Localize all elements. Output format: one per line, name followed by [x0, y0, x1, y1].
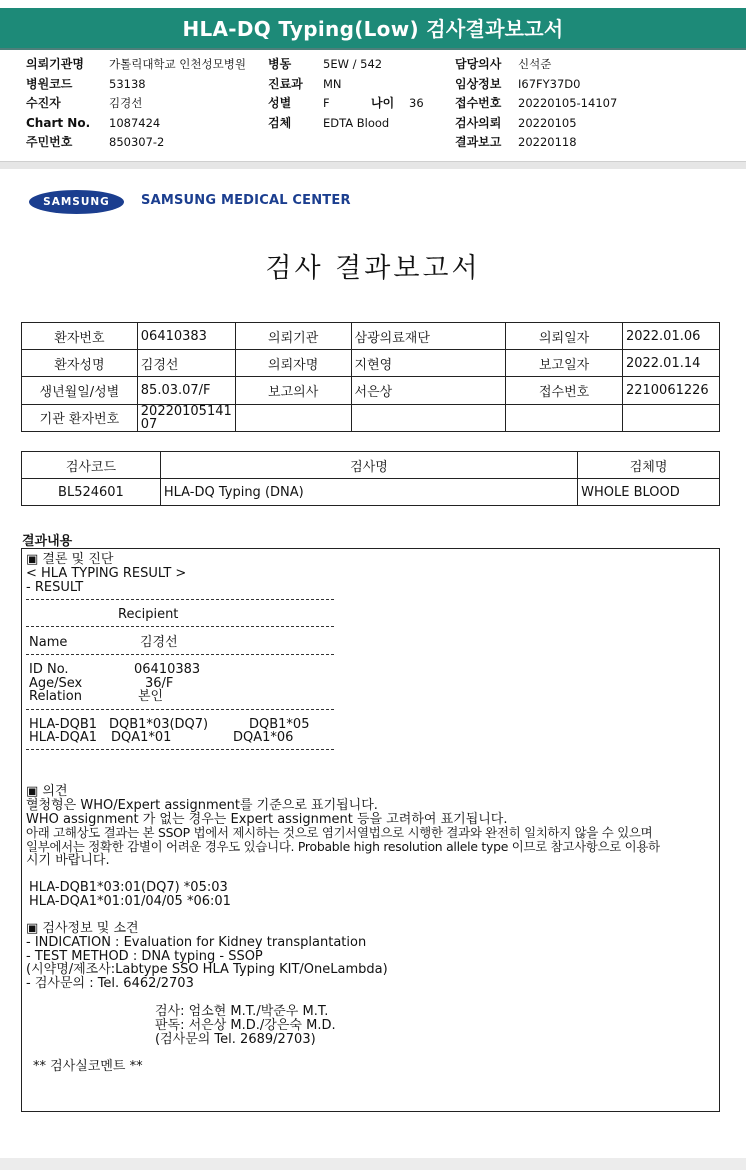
result-heading: 결과내용 [22, 534, 73, 549]
header-value: 신석준 [518, 57, 552, 71]
table-cell: 2022.01.06 [622, 323, 719, 350]
agesex-label: Age/Sex [29, 676, 83, 691]
name-value: 김경선 [140, 635, 178, 650]
table-cell-label: 보고일자 [506, 350, 623, 377]
dqa1-allele-1: DQA1*01 [111, 730, 172, 745]
opinion-line: 혈청형은 WHO/Expert assignment를 기준으로 표기됩니다. [26, 798, 378, 813]
relation-label: Relation [29, 689, 82, 704]
table-cell-label: 의뢰일자 [506, 323, 623, 350]
table-cell-label: 기관 환자번호 [22, 404, 138, 431]
column-header: 검사명 [160, 452, 577, 479]
test-info-table [21, 451, 720, 506]
header-label: 검사의뢰 [455, 115, 502, 130]
header-value: 53138 [109, 76, 146, 91]
header-value: 1087424 [109, 115, 161, 130]
contact-line: (검사문의 Tel. 2689/2703) [155, 1032, 316, 1047]
table-cell-label: 보고의사 [235, 377, 351, 404]
hla-typing-title: < HLA TYPING RESULT > [26, 566, 187, 581]
high-res-dqa1: HLA-DQA1*01:01/04/05 *06:01 [29, 894, 231, 909]
table-cell: 06410383 [137, 323, 235, 350]
table-cell: 삼광의료재단 [351, 323, 506, 350]
header-col1 [26, 55, 246, 153]
table-cell [622, 404, 719, 431]
result-content-box [21, 548, 720, 1112]
document-title: 검사 결과보고서 [265, 253, 481, 284]
report-title: HLA-DQ Typing(Low) 검사결과보고서 [0, 8, 746, 48]
dqa1-label: HLA-DQA1 [29, 730, 98, 745]
header-label: 검체 [268, 115, 292, 130]
section-conclusion: ▣ 결론 및 진단 [26, 552, 114, 567]
section-opinion: ▣ 의견 [26, 784, 68, 799]
header-value: 20220105-14107 [518, 96, 618, 110]
table-header-row [22, 452, 720, 479]
header-label: 성별 [268, 96, 292, 110]
indication-line: - INDICATION : Evaluation for Kidney transplantation [26, 935, 367, 950]
opinion-line: 시기 바랍니다. [26, 853, 110, 868]
relation-value: 본인 [138, 689, 164, 704]
header-value: I67FY37D0 [518, 76, 581, 91]
header-label: 임상정보 [455, 76, 502, 91]
lab-comment: ** 검사실코멘트 ** [33, 1059, 143, 1074]
section-separator [0, 161, 746, 169]
age-value: 36 [409, 96, 424, 110]
section-test-info: ▣ 검사정보 및 소견 [26, 921, 139, 936]
opinion-line: 아래 고해상도 결과는 본 SSOP 법에서 제시하는 것으로 염기서열법으로 시행한 결과와 완전히 일치하지 않을 수 있으며 [26, 825, 653, 840]
header-value: 5EW / 542 [323, 57, 383, 71]
dashed-divider [26, 599, 334, 600]
name-label: Name [29, 635, 68, 650]
header-label: 결과보고 [455, 135, 502, 149]
header-label: 진료과 [268, 76, 303, 91]
table-cell: WHOLE BLOOD [578, 479, 720, 506]
table-cell-label: 의뢰기관 [235, 323, 351, 350]
dashed-divider [26, 749, 334, 750]
column-header: 검체명 [578, 452, 720, 479]
table-row [22, 404, 720, 431]
table-cell: HLA-DQ Typing (DNA) [160, 479, 577, 506]
examiner-line: 검사: 엄소현 M.T./박준우 M.T. [155, 1004, 329, 1019]
agesex-value: 36/F [145, 676, 174, 691]
id-label: ID No. [29, 662, 69, 677]
table-row [22, 479, 720, 506]
header-value: EDTA Blood [323, 115, 390, 130]
header-value: 김경선 [109, 96, 143, 110]
dashed-divider [26, 709, 334, 710]
header-value: 20220105 [518, 115, 577, 130]
dqa1-allele-2: DQA1*06 [233, 730, 294, 745]
table-cell: 2022.01.14 [622, 350, 719, 377]
header-label: Chart No. [26, 115, 91, 130]
header-label: 병원코드 [26, 76, 73, 91]
table-cell-label: 의뢰자명 [235, 350, 351, 377]
test-method-line: - TEST METHOD : DNA typing - SSOP [26, 949, 263, 964]
header-label: 접수번호 [455, 96, 502, 110]
table-cell: 2210061226 [622, 377, 719, 404]
opinion-line: WHO assignment 가 없는 경우는 Expert assignment 등을 고려하여 표기됩니다. [26, 812, 508, 827]
header-label: 의뢰기관명 [26, 57, 84, 71]
reagent-line: (시약명/제조사:Labtype SSO HLA Typing KIT/OneLambda) [26, 962, 388, 977]
table-cell-label: 환자성명 [22, 350, 138, 377]
table-row [22, 377, 720, 404]
dqb1-label: HLA-DQB1 [29, 717, 98, 732]
table-cell [235, 404, 351, 431]
header-value: 가톨릭대학교 인천성모병원 [109, 57, 246, 71]
recipient-label: Recipient [118, 607, 179, 622]
patient-info-table [21, 322, 720, 432]
bottom-bar [0, 1158, 746, 1170]
table-cell: 85.03.07/F [137, 377, 235, 404]
table-cell [351, 404, 506, 431]
age-label: 나이 [371, 96, 395, 110]
dqb1-allele-1: DQB1*03(DQ7) [109, 717, 209, 732]
table-cell [506, 404, 623, 431]
title-divider [0, 48, 746, 50]
table-cell: BL524601 [22, 479, 161, 506]
header-label: 병동 [268, 57, 292, 71]
table-cell: 서은상 [351, 377, 506, 404]
inquiry-line: - 검사문의 : Tel. 6462/2703 [26, 976, 194, 991]
table-cell-label: 환자번호 [22, 323, 138, 350]
dashed-divider [26, 654, 334, 655]
id-value: 06410383 [134, 662, 201, 677]
header-label: 담당의사 [455, 57, 502, 71]
header-value: MN [323, 76, 342, 91]
table-cell: 20220105141 07 [137, 404, 235, 431]
reader-line: 판독: 서은상 M.D./강은숙 M.D. [155, 1018, 336, 1033]
header-value: F [323, 96, 330, 110]
table-cell-label: 생년월일/성별 [22, 377, 138, 404]
header-label: 주민번호 [26, 135, 73, 149]
table-row [22, 323, 720, 350]
header-value: 20220118 [518, 135, 577, 149]
header-col2 [268, 55, 424, 133]
dqb1-allele-2: DQB1*05 [249, 717, 310, 732]
opinion-line: 일부에서는 정확한 감별이 어려운 경우도 있습니다. Probable high resolution allele type 이므로 참고사항으로 이용하 [26, 839, 660, 854]
table-row [22, 350, 720, 377]
result-label: - RESULT [26, 580, 84, 595]
hospital-name: SAMSUNG MEDICAL CENTER [141, 193, 351, 208]
high-res-dqb1: HLA-DQB1*03:01(DQ7) *05:03 [29, 880, 228, 895]
header-label: 수진자 [26, 96, 61, 110]
column-header: 검사코드 [22, 452, 161, 479]
table-cell: 김경선 [137, 350, 235, 377]
header-value: 850307-2 [109, 135, 165, 149]
table-cell: 지현영 [351, 350, 506, 377]
dashed-divider [26, 626, 334, 627]
header-col3 [455, 55, 617, 153]
table-cell-label: 접수번호 [506, 377, 623, 404]
samsung-logo: SAMSUNG [29, 190, 124, 214]
